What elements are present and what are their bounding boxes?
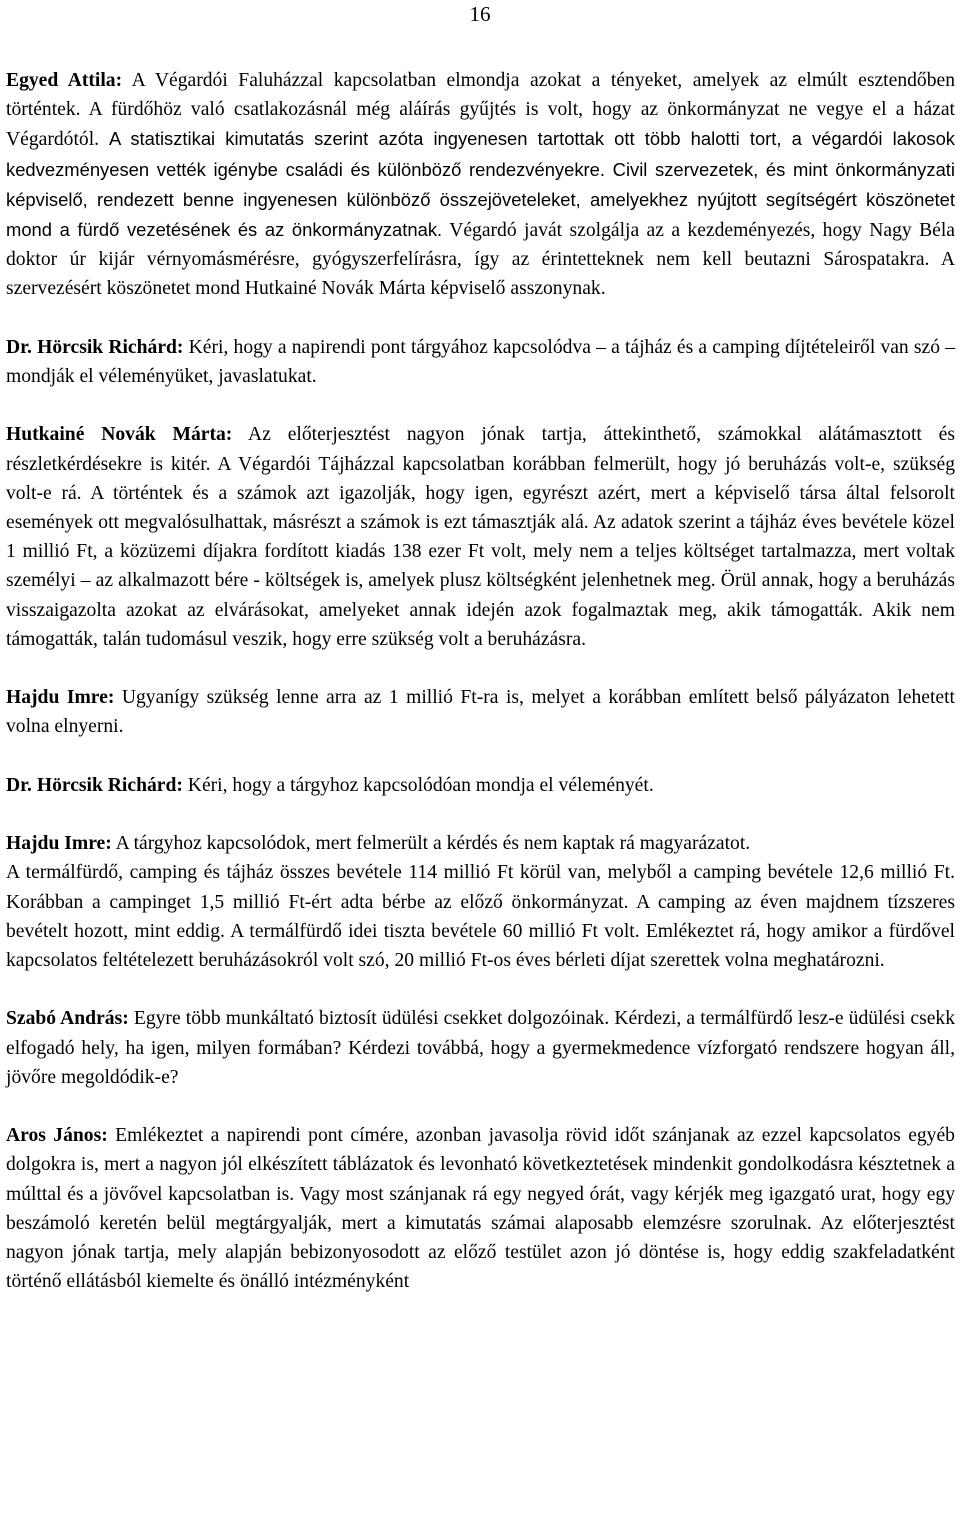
speaker-name: Aros János:	[6, 1125, 108, 1147]
paragraph	[6, 420, 955, 654]
speaker-name: Egyed Attila:	[6, 70, 123, 91]
paragraph	[6, 858, 955, 975]
speaker-name: Hajdu Imre:	[6, 833, 112, 855]
document-body	[6, 66, 955, 1296]
paragraph-text: Kéri, hogy a napirendi pont tárgyához kapcsolódva – a tájház és a camping díjtételeiről van szó – mondják el véleményüket, javaslatukat.	[6, 336, 955, 388]
speaker-name: Hutkainé Novák Márta:	[6, 424, 233, 446]
page-number: 16	[469, 2, 491, 26]
paragraph	[6, 829, 955, 858]
paragraph	[6, 683, 955, 741]
paragraph-text: Az előterjesztést nagyon jónak tartja, áttekinthető, számokkal alátámasztott és részletkérdésekre is kitér. A Végardói Tájházzal kapcsolatban korábban felmerült, hogy jó beruházás volt-e, szükség volt-e rá. A történtek és a számok azt igazolják, hogy igen, egyrészt azért, mert a képviselő társa által felsorolt események ott megvalósulhattak, másrészt a számok is ezt támasztják alá. Az adatok szerint a tájház éves bevétele közel 1 millió Ft, a közüzemi díjakra fordított kiadás 138 ezer Ft volt, mely nem a teljes költséget tartalmazza, mert voltak személyi – az alkalmazott bére - költségek is, amelyek plusz költségként jelenhetnek meg. Örül annak, hogy a beruházás visszaigazolta azokat az elvárásokat, amelyeket annak idején azok fogalmaztak meg, akik támogatták. Akik nem támogatták, talán tudomásul veszik, hogy erre szükség volt a beruházásra.	[6, 424, 955, 650]
speaker-name: Hajdu Imre:	[6, 687, 115, 709]
paragraph	[6, 333, 955, 391]
paragraph-text: Egyre több munkáltató biztosít üdülési csekket dolgozóinak. Kérdezi, a termálfürdő lesz-e üdülési csekk elfogadó hely, ha igen, milyen formában? Kérdezi továbbá, hogy a gyermekmedence vízforgató rendszere hogyan áll, jövőre megoldódik-e?	[6, 1008, 956, 1088]
speaker-name: Dr. Hörcsik Richárd:	[6, 336, 184, 358]
paragraph-text: Kéri, hogy a tárgyhoz kapcsolódóan mondja el véleményét.	[182, 774, 654, 796]
speaker-name: Dr. Hörcsik Richárd:	[6, 774, 183, 796]
paragraph	[6, 1121, 955, 1296]
paragraph-text: Ugyanígy szükség lenne arra az 1 millió Ft-ra is, melyet a korábban említett belső pályázaton lehetett volna elnyerni.	[6, 687, 955, 738]
paragraph	[6, 66, 955, 304]
paragraph-text: A Végardói Faluházzal kapcsolatban elmondja azokat a tényeket, amelyek az elmúlt esztendőben történtek. A fürdőhöz való csatlakozásnál még aláírás gyűjtés is volt, hogy az önkormányzat ne vegye el a házat Végardótól.	[6, 70, 956, 151]
paragraph-text: Végardó javát szolgálja az a kezdeményezés, hogy Nagy Béla doktor úr kijár vérnyomásmérésre, gyógyszerfelírásra, így az érintetteknek nem kell beutazni Sárospatakra. A szervezésért köszönetet mond Hutkainé Novák Márta képviselő asszonynak.	[6, 220, 955, 300]
paragraph-text: A statisztikai kimutatás szerint azóta ingyenesen tartottak ott több halotti tort, a végardói lakosok kedvezményesen vették igénybe családi és különböző rendezvényekre. Civil szervezetek, és mint önkormányzati képviselő, rendezett benne ingyenesen különböző összejöveteleket, amelyekhez nyújtott segítségért köszönetet mond a fürdő vezetésének és az önkormányzatnak.	[6, 128, 955, 241]
paragraph-text: A termálfürdő, camping és tájház összes bevétele 114 millió Ft körül van, melyből a camping bevétele 12,6 millió Ft. Korábban a campinget 1,5 millió Ft-ért adta bérbe az előző önkormányzat. A camping az éven majdnem tízszeres bevételt hozott, mint eddig. A termálfürdő idei tiszta bevétele 60 millió Ft volt. Emlékeztet rá, hogy amikor a fürdővel kapcsolatos feltételezett beruházásokról volt szó, 20 millió Ft-os éves bérleti díjat szerettek volna meghatározni.	[6, 862, 955, 972]
paragraph	[6, 771, 955, 800]
paragraph-text: A tárgyhoz kapcsolódok, mert felmerült a kérdés és nem kaptak rá magyarázatot.	[111, 833, 751, 855]
paragraph-text: Emlékeztet a napirendi pont címére, azonban javasolja rövid időt szánjanak az ezzel kapcsolatos egyéb dolgokra is, mert a nagyon jól elkészített táblázatok és levonható következtetések mindenkit gondolkodásra késztetnek a múlttal és a jövővel kapcsolatban is. Vagy most szánjanak rá egy negyed órát, vagy kérjék meg igazgató urat, hogy egy beszámoló keretén belül megtárgyalják, mert a kimutatás számai alaposabb elemzésre szorulnak. Az előterjesztést nagyon jónak tartja, mely alapján bebizonyosodott az előző testület azon jó döntése is, hogy eddig szakfeladatként történő ellátásból kiemelte és önálló intézményként	[6, 1125, 955, 1293]
paragraph	[6, 1004, 955, 1092]
speaker-name: Szabó András:	[6, 1008, 129, 1030]
